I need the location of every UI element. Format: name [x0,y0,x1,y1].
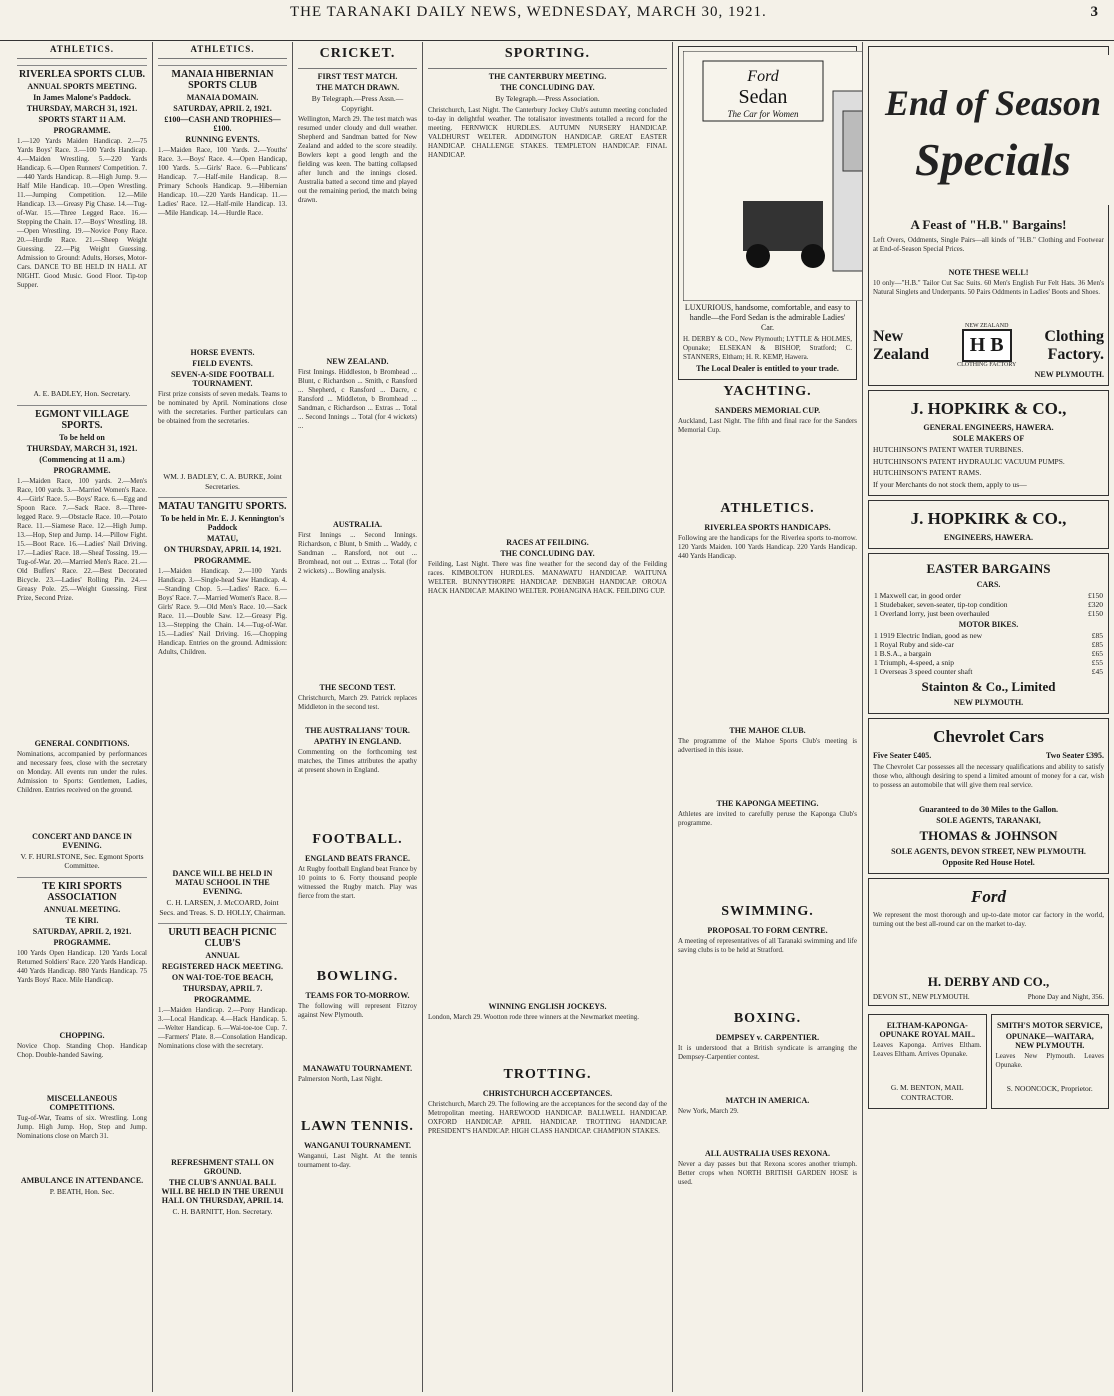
car-price: £320 [1088,600,1103,609]
manaia-football-text: First prize consists of seven medals. Teams to be nominated by April. Nominations close with the secretaries. Further particulars can be obtained from the secretaries. [158,390,287,425]
ford-sedan-illustration [683,51,862,301]
page-number: 3 [1090,4,1098,20]
trotting-report: Christchurch, March 29. The following are the acceptances for the second day of the Metropolitan meeting. HAREWOOD HANDICAP. BALLWELL HANDICAP. OXFORD HANDICAP. APRIL HANDICAP. TROTTING HANDICAP. PRESIDENT'S HANDICAP. HIGH CLASS HANDICAP. CHAMPION STAKES. [428,1099,667,1135]
manaia-title: MANAIA HIBERNIAN SPORTS CLUB [158,65,287,91]
yachting-text: Auckland, Last Night. The fifth and final race for the Sanders Memorial Cup. [678,417,857,434]
easter-cars: CARS. [976,580,1001,589]
kaponga-meeting-heading: THE KAPONGA MEETING. [716,799,819,808]
tekiri-ambulance: AMBULANCE IN ATTENDANCE. [20,1175,144,1185]
tennis-text: Wanganui, Last Night. At the tennis tournament to-day. [298,1152,417,1169]
egmont-held: To be held on [59,432,105,442]
car-item: 1 Maxwell car, in good order [874,591,962,600]
australia-scores: First Innings ... Second Innings. Richardson, c Blunt, b Smith ... Waddy, c Sandman ... Ransford, not out ... Bromhead, not out ... Extras ... Total (for 2 wickets) ... Bowling analysis. [298,531,417,575]
smith-motor-ad [991,1014,1110,1109]
tekiri-date: SATURDAY, APRIL 2, 1921. [32,926,132,936]
riverlea-sub1: ANNUAL SPORTS MEETING. [27,82,137,91]
hb-logo-letters: H B [962,329,1012,362]
table-row [873,600,1104,609]
riverlea-title: RIVERLEA SPORTS CLUB. [17,65,147,80]
table-row [873,649,1104,658]
derby-address: DEVON ST., NEW PLYMOUTH. [873,993,970,1001]
egmont-programme-text: 1.—Maiden Race, 100 yards. 2.—Men's Race, 100 yards. 3.—Married Women's Race. 4.—Girls' Race. 5.—Boys' Race. 6.—Egg and Spoon Race. 7.—Sack Race. 8.—Three-legged Race. 9.—Obstacle Race. 10.—Potato Race. 11.—Siamese Race. 12.—High Jump. 13.—Hop, Step and Jump. 14.—Pillow Fight. 15.—Boot Race. 16.—Ladies' Nail Driving. 17.—Ladies' Race. 18.—Sheaf Tossing. 19.—Tug-of-War. 20.—Married Men's Race. 21.—Old Buffers' Race. 22.—Best Decorated Bicycle. 23.—Ladies' Rolling Pin. 24.—Greasy Pole. 25.—Weight Guessing. First Prize, Second Prize. [17,476,147,602]
clothing-text: Clothing [1044,327,1104,345]
car-price-table [873,591,1104,618]
concluding-day-heading: THE CONCLUDING DAY. [500,83,595,92]
feast-headline: A Feast of "H.B." Bargains! [910,217,1067,232]
hopkirk-ad-1 [868,390,1109,496]
column-misc-sport [672,42,862,1392]
bike-item: 1 Overseas 3 speed counter shaft [874,667,973,676]
hopkirk-item-3: HUTCHINSON'S PATENT RAMS. [873,468,982,477]
bowling-text: The following will represent Fitzroy against New Plymouth. [298,1002,417,1019]
hb-logo [957,323,1016,368]
manaia-place: MANAIA DOMAIN. [186,93,259,102]
nz-scores: First Innings. Hiddleston, b Bromhead ... Blunt, c Richardson ... Smith, c Ransford ... Shepherd, c Ransford ... Dacre, c Ransford ... Middleton, b Bromhead ... Sandman, c Richardson ... Extras ... Total ... Second Innings ... Total (for 4 wickets) ... [298,368,417,430]
riverlea-start: SPORTS START 11 A.M. [38,115,126,124]
bike-price: £85 [1091,631,1103,640]
column-cricket [292,42,422,1392]
manaia-football: SEVEN-A-SIDE FOOTBALL TOURNAMENT. [171,370,274,388]
royal-mail-timetable: Leaves Kaponga. Arrives Eltham. Leaves Eltham. Arrives Opunake. [873,1041,982,1058]
jockeys-heading: WINNING ENGLISH JOCKEYS. [488,1001,607,1011]
table-row [873,667,1104,676]
manaia-field: FIELD EVENTS. [192,359,253,368]
cricket-heading: CRICKET. [319,46,396,61]
bike-price: £65 [1091,649,1103,658]
ford-logo: Ford [971,887,1006,906]
egmont-signoff: V. F. HURLSTONE, Sec. Egmont Sports Committee. [20,851,144,870]
derby-phone: Phone Day and Night, 356. [1027,993,1104,1001]
riverlea-sub2: In James Malone's Paddock. [33,93,131,102]
hopkirk2-name: J. HOPKIRK & CO., [910,509,1067,528]
trotting-heading: TROTTING. [503,1066,592,1082]
uruti-programme: PROGRAMME. [193,995,252,1004]
feilding-report: Feilding, Last Night. There was fine weather for the second day of the Feilding races. KIMBOLTON HURDLES. MANAWATU HANDICAP. WAITUNA WELTER. BUNNYTHORPE HANDICAP. DENBIGH HANDICAP. OROUA HACK HANDICAP. MAKINO WELTER. POHANGINA HACK. FEILDING CUP. [428,559,667,595]
mahoe-heading: THE MAHOE CLUB. [729,726,806,735]
ford-body-text: LUXURIOUS, handsome, comfortable, and easy to handle—the Ford Sedan is the admirable Ladies' Car. [684,303,851,332]
swimming-heading: SWIMMING. [721,904,814,919]
first-test-heading: FIRST TEST MATCH. [317,72,398,81]
two-seater: Two Seater £395. [1045,751,1104,760]
aussies-tour-heading: THE AUSTRALIANS' TOUR. [305,726,410,735]
athletics-heading: ATHLETICS. [720,501,815,516]
uruti-where: ON WAI-TOE-TOE BEACH, [171,973,274,982]
matau-programme-text: 1.—Maiden Handicap. 2.—100 Yards Handicap. 3.—Single-head Saw Handicap. 4.—Standing Chop. 5.—Ladies' Race. 6.—Boys' Race. 7.—Married Women's Race. 8.—Girls' Race. 9.—Old Men's Race. 10.—Sack Race. 11.—Double Saw. 12.—Greasy Pig. 13.—Stepping the Chain. 14.—Tug-of-War. 15.—Ladies' Nail Driving. 16.—Chopping Handicap. Entries on the ground. Admission: Adults, Children. [158,567,287,656]
bike-item: 1 B.S.A., a bargain [874,649,932,658]
chevrolet-text: The Chevrolet Car possesses all the necessary qualifications and ability to satisfy those who, although desiring to spend a limited amount of money for a car, wish to possess an automobile that will give them real service. [873,763,1104,789]
matau-title: MATAU TANGITU SPORTS. [158,497,287,512]
manaia-running-text: 1.—Maiden Race, 100 Yards. 2.—Youths' Race. 3.—Boys' Race. 4.—Open Handicap, 100 Yards. 5.—Girls' Race. 6.—Publicans' Handicap. 7.—Half-mile Handicap. 8.—Primary Schools Handicap. 9.—Hibernian Handicap. 10.—220 Yards Handicap. 11.—Ladies' Race. 12.—Half-mile Handicap. 13.—Mile Handicap. 14.—Hurdle Race. [158,146,287,217]
hb-logo-bottom: CLOTHING FACTORY [957,362,1017,368]
riverlea-programme-text: 1.—120 Yards Maiden Handicap. 2.—75 Yards Boys' Race. 3.—100 Yards Handicap. 4.—Maiden Wrestling. 5.—220 Yards Handicap. 6.—Open Runners' Competition. 7.—440 Yards Handicap. 8.—High Jump. 9.—Half Mile Handicap. 10.—Open Wrestling. 11.—Jumping Competition. 12.—Mile Handicap. 13.—Greasy Pig Chase. 14.—Tug-of-War. 15.—Three Legged Race. 16.—Stepping the Chain. 17.—Boys' Wrestling. 18.—Open Wrestling. 19.—Novice Pony Race. 20.—Hurdle Race. 21.—Sheep Weight Guessing. 22.—Pig Weight Guessing. Admission to Ground: Adults, Horses, Motor-Cars. DANCE TO BE HELD IN HALL AT NIGHT. Good Music. Good Floor. Tip-top Supper. [17,137,147,289]
tekiri-programme: PROGRAMME. [53,937,111,947]
uruti-refreshment: REFRESHMENT STALL ON GROUND. [171,1158,274,1176]
specials-text: Specials [915,134,1071,185]
smith-owner: S. NOONCOCK, Proprietor. [1006,1084,1093,1093]
smith-title: SMITH'S MOTOR SERVICE, [996,1021,1103,1030]
uruti-sub: ANNUAL [205,951,240,960]
royal-mail-title: ELTHAM-KAPONGA-OPUNAKE ROYAL MAIL. [879,1021,975,1039]
matau-held: To be held in Mr. E. J. Kennington's Paddock [160,514,285,532]
thomas-address: SOLE AGENTS, DEVON STREET, NEW PLYMOUTH. [891,847,1086,856]
sporting-heading: SPORTING. [504,46,591,61]
end-of-season-text: End of Season [884,83,1102,123]
christchurch-heading: CHRISTCHURCH ACCEPTANCES. [482,1088,613,1098]
section-heading: ATHLETICS. [49,44,115,54]
bike-price-table [873,631,1104,676]
boxing-heading: BOXING. [733,1011,802,1026]
uruti-regatta: REGISTERED HACK MEETING. [161,962,284,971]
tekiri-programme-text: 100 Yards Open Handicap. 120 Yards Local Returned Soldiers' Race. 220 Yards Handicap. 440 Yards Handicap. 880 Yards Handicap. 75 Yards Boys' Race. Mile Handicap. [17,948,147,984]
manaia-running: RUNNING EVENTS. [185,135,260,144]
matau-dance: DANCE WILL BE HELD IN MATAU SCHOOL IN THE EVENING. [172,869,273,896]
car-item: 1 Studebaker, seven-seater, tip-top condition [874,600,1008,609]
teams-heading: TEAMS FOR TO-MORROW. [305,991,410,1000]
riverlea-handicaps-text: Following are the handicaps for the Riverlea sports to-morrow. 120 Yards Maiden. 100 Yards Handicap. 220 Yards Handicap. 440 Yards Handicap. [678,534,857,560]
bike-item: 1 Royal Ruby and side-car [874,640,954,649]
new-text: New [873,327,904,345]
kaponga-meeting-text: Athletes are invited to carefully peruse the Kaponga Club's programme. [678,810,857,827]
hopkirk-note: If your Merchants do not stock them, apply to us— [873,479,1027,489]
easter-bargains-ad [868,553,1109,714]
egmont-commencing: (Commencing at 11 a.m.) [39,454,125,464]
derby-name: H. DERBY AND CO., [927,974,1050,989]
egmont-conditions: GENERAL CONDITIONS. [34,738,130,748]
chevrolet-ad [868,718,1109,874]
nz-heading: NEW ZEALAND. [326,357,389,366]
uruti-programme-text: 1.—Maiden Handicap. 2.—Pony Handicap. 3.—Local Handicap. 4.—Hack Handicap. 5.—Welter Handicap. 6.—Wai-toe-toe Cup. 7.—Farmers' Plate. 8.—Consolation Handicap. Nominations close with the secretary. [158,1006,287,1050]
note-items: 10 only—"H.B." Tailor Cut Sac Suits. 60 Men's English Fur Felt Hats. 36 Men's Natural Singlets and Underpants. 50 Pairs Oddments in Ladies' Boots and Shoes. [873,279,1104,296]
table-row [873,631,1104,640]
royal-mail-signoff: G. M. BENTON, MAIL CONTRACTOR. [890,1083,964,1102]
thomas-johnson: THOMAS & JOHNSON [919,828,1058,843]
match-america-heading: MATCH IN AMERICA. [725,1096,810,1105]
ford-logo-text: Ford [747,68,779,85]
easter-title: EASTER BARGAINS [926,561,1051,576]
tennis-heading: LAWN TENNIS. [301,1119,414,1134]
feast-text: Left Overs, Oddments, Single Pairs—all kinds of "H.B." Clothing and Footwear at End-of-Season Special Prices. [873,236,1104,253]
uruti-signoff: C. H. BARNITT, Hon. Secretary. [172,1207,273,1216]
ford-derby-text: We represent the most thorough and up-to-date motor car factory in the world, turning out the best all-round car on the market to-day. [873,911,1104,928]
egmont-programme: PROGRAMME. [53,465,111,475]
hb-logo-top: NEW ZEALAND [965,323,1009,329]
rexona-text: Never a day passes but that Rexona scores another triumph. Better crops when NORTH BRITISH GARDEN HOSE is used. [678,1160,857,1186]
stainton-name: Stainton & Co., Limited [921,679,1056,694]
column-athletics-2 [152,42,292,1392]
riverlea-date: THURSDAY, MARCH 31, 1921. [26,104,138,113]
first-test-report: Wellington, March 29. The test match was resumed under cloudy and dull weather. Shepherd and Sandman batted for New Zealand and added to the score steadily. Bowlers kept a good length and the fielding was keen. The batting collapsed after lunch and the innings closed. Australia batted a second time and played out the remaining period, the match being drawn. [298,115,417,204]
smith-route: OPUNAKE—WAITARA, NEW PLYMOUTH. [1005,1032,1094,1050]
tekiri-chopping: CHOPPING. [59,1030,105,1040]
ford-local: The Local Dealer is entitled to your trade. [696,364,839,373]
column-sporting [422,42,672,1392]
wanganui-heading: WANGANUI TOURNAMENT. [303,1141,412,1150]
car-price: £150 [1088,609,1103,618]
tekiri-place: TE KIRI. [65,915,99,925]
manaia-cash: £100—CASH AND TROPHIES—£100. [164,115,281,133]
column-ads [862,42,1114,1392]
mahoe-text: The programme of the Mahoe Sports Club's meeting is advertised in this issue. [678,737,857,754]
manaia-date: SATURDAY, APRIL 2, 1921. [173,104,272,113]
eos-place: NEW PLYMOUTH. [1034,370,1104,379]
egmont-date: THURSDAY, MARCH 31, 1921. [26,443,138,453]
manaia-horse: HORSE EVENTS. [190,348,255,357]
factory-text: Factory. [1047,345,1104,363]
apathy-text: Commenting on the forthcoming test matches, the Times attributes the apathy at present shown in England. [298,748,417,774]
riverlea-signoff: A. E. BADLEY, Hon. Secretary. [33,389,131,398]
car-price: £150 [1088,591,1103,600]
masthead-title: THE TARANAKI DAILY NEWS, WEDNESDAY, MARCH 30, 1921. [290,4,767,20]
hopkirk-item-1: HUTCHINSON'S PATENT WATER TURBINES. [873,445,1024,454]
stainton-place: NEW PLYMOUTH. [953,698,1024,707]
england-beats-france-heading: ENGLAND BEATS FRANCE. [305,854,410,863]
tekiri-sub: ANNUAL MEETING. [43,904,121,914]
table-row [873,591,1104,600]
ford-derby-ad [868,878,1109,1006]
hopkirk-makers: SOLE MAKERS OF [952,434,1025,443]
bike-price: £55 [1091,658,1103,667]
ford-dealers: H. DERBY & CO., New Plymouth; LYTTLE & HOLMES, Opunake; ELSEKAN & BISHOP, Stratford; C. STANNERS, Eltham; H. R. KEMP, Hawera. [683,335,852,361]
table-row [873,609,1104,618]
football-heading: FOOTBALL. [312,832,403,847]
matau-programme: PROGRAMME. [193,556,252,565]
matau-place: MATAU, [206,534,239,543]
bike-item: 1 1919 Electric Indian, good as new [874,631,983,640]
royal-mail-ad [868,1014,987,1109]
uruti-date: THURSDAY, APRIL 7. [182,984,263,993]
hopkirk-name: J. HOPKIRK & CO., [910,399,1067,418]
hopkirk2-sub: ENGINEERS, HAWERA. [943,533,1034,542]
uruti-ball: THE CLUB'S ANNUAL BALL WILL BE HELD IN THE URENUI HALL ON THURSDAY, APRIL 14. [161,1178,284,1205]
five-seater: Five Seater £405. [873,751,932,760]
football-text: At Rugby football England beat France by 10 points to 6. Forty thousand people witnessed the Rugby match. Play was fierce from the start. [298,865,417,900]
table-row [873,658,1104,667]
matau-signoff: C. H. LARSEN, J. McCOARD, Joint Secs. and Treas. S. D. HOLLY, Chairman. [159,898,286,917]
manawatu-text: Palmerston North, Last Night. [298,1075,383,1083]
thomas-opp: Opposite Red House Hotel. [942,858,1035,867]
australia-heading: AUSTRALIA. [332,520,383,529]
feilding-day-heading: THE CONCLUDING DAY. [500,548,595,558]
bike-price: £85 [1091,640,1103,649]
jockeys-text: London, March 29. Wootton rode three winners at the Newmarket meeting. [428,1012,639,1021]
yachting-heading: YACHTING. [723,384,812,399]
tekiri-misc-text: Tug-of-War, Teams of six. Wrestling. Long Jump. High Jump. Hop, Step and Jump. Nominations close on March 31. [17,1113,147,1140]
zealand-text: Zealand [873,345,930,363]
riverlea-handicaps-heading: RIVERLEA SPORTS HANDICAPS. [704,523,831,532]
hopkirk-ad-2 [868,500,1109,549]
second-test-text: Christchurch, March 29. Patrick replaces Middleton in the second test. [298,694,417,711]
car-item: 1 Overland lorry, just been overhauled [874,609,990,618]
tekiri-misc: MISCELLANEOUS COMPETITIONS. [46,1093,118,1112]
dempsey-heading: DEMPSEY v. CARPENTIER. [715,1033,820,1042]
swimming-text: A meeting of representatives of all Taranaki swimming and life saving clubs is to be held at Stratford. [678,937,857,954]
all-australia-heading: ALL AUSTRALIA USES REXONA. [705,1149,830,1158]
uruti-title: URUTI BEACH PICNIC CLUB'S [158,923,287,949]
section-heading: ATHLETICS. [190,44,255,54]
tekiri-title: TE KIRI SPORTS ASSOCIATION [17,877,147,903]
column-athletics-1 [12,42,152,1392]
bowling-heading: BOWLING. [316,969,399,984]
apathy-heading: APATHY IN ENGLAND. [313,737,402,746]
easter-bikes: MOTOR BIKES. [958,620,1019,629]
note-these: NOTE THESE WELL! [948,268,1029,277]
car-for-women-text: The Car for Women [727,109,799,119]
masthead [0,0,1114,41]
bike-item: 1 Triumph, 4-speed, a snip [874,658,955,667]
egmont-conditions-text: Nominations, accompanied by performances and necessary fees, close with the secretary on Monday. All events run under the rules. Admission to Sports: Gentlemen, Ladies, Children. Entries received on the ground. [17,749,147,794]
telegraph-line: By Telegraph.—Press Association. [495,94,600,103]
smith-timetable: Leaves New Plymouth. Leaves Opunake. [995,1052,1104,1069]
egmont-concert: CONCERT AND DANCE IN EVENING. [32,831,132,850]
manawatu-heading: MANAWATU TOURNAMENT. [302,1064,413,1073]
tekiri-signoff: P. BEATH, Hon. Sec. [49,1186,115,1196]
second-test-heading: THE SECOND TEST. [319,683,396,692]
match-drawn-heading: THE MATCH DRAWN. [315,83,400,92]
riverlea-programme: PROGRAMME. [53,126,111,135]
end-of-season-ad [868,46,1109,386]
hopkirk-item-2: HUTCHINSON'S PATENT HYDRAULIC VACUUM PUMPS. [873,456,1065,466]
proposal-heading: PROPOSAL TO FORM CENTRE. [707,926,828,935]
table-row [873,640,1104,649]
tekiri-chopping-text: Novice Chop. Standing Chop. Handicap Chop. Double-handed Sawing. [17,1041,147,1059]
canterbury-heading: THE CANTERBURY MEETING. [488,72,607,81]
chevrolet-agents: SOLE AGENTS, TARANAKI, [936,816,1041,825]
manaia-signoff: WM. J. BADLEY, C. A. BURKE, Joint Secretaries. [163,472,282,491]
canterbury-report: Christchurch, Last Night. The Canterbury Jockey Club's autumn meeting concluded to-day in delightful weather. The totalisator investments totalled a record for the meeting. FERNWICK HURDLES. AUTUMN NURSERY HANDICAP. VALDHURST WELTER. ADDINGTON HANDICAP. GREAT EASTER HANDICAP. CHALLENGE STAKES. TEMPLETON HANDICAP. FINAL HANDICAP. [428,105,667,159]
hopkirk-sub: GENERAL ENGINEERS, HAWERA. [923,423,1054,432]
telegraph-line: By Telegraph.—Press Assn.—Copyright. [311,94,404,113]
matau-date: ON THURSDAY, APRIL 14, 1921. [163,545,282,554]
sanders-heading: SANDERS MEMORIAL CUP. [714,406,821,415]
sedan-text: Sedan [738,86,788,108]
end-of-season-banner [873,55,1113,205]
boxing-text: It is understood that a British syndicate is arranging the Dempsey-Carpentier contest. [678,1044,857,1061]
chevrolet-title: Chevrolet Cars [933,727,1044,746]
guaranteed: Guaranteed to do 30 Miles to the Gallon. [918,805,1059,814]
match-america-text: New York, March 29. [678,1107,739,1115]
ford-sedan-ad [678,46,857,380]
egmont-title: EGMONT VILLAGE SPORTS. [17,405,147,431]
bike-price: £45 [1091,667,1103,676]
feilding-heading: RACES AT FEILDING. [506,537,589,547]
